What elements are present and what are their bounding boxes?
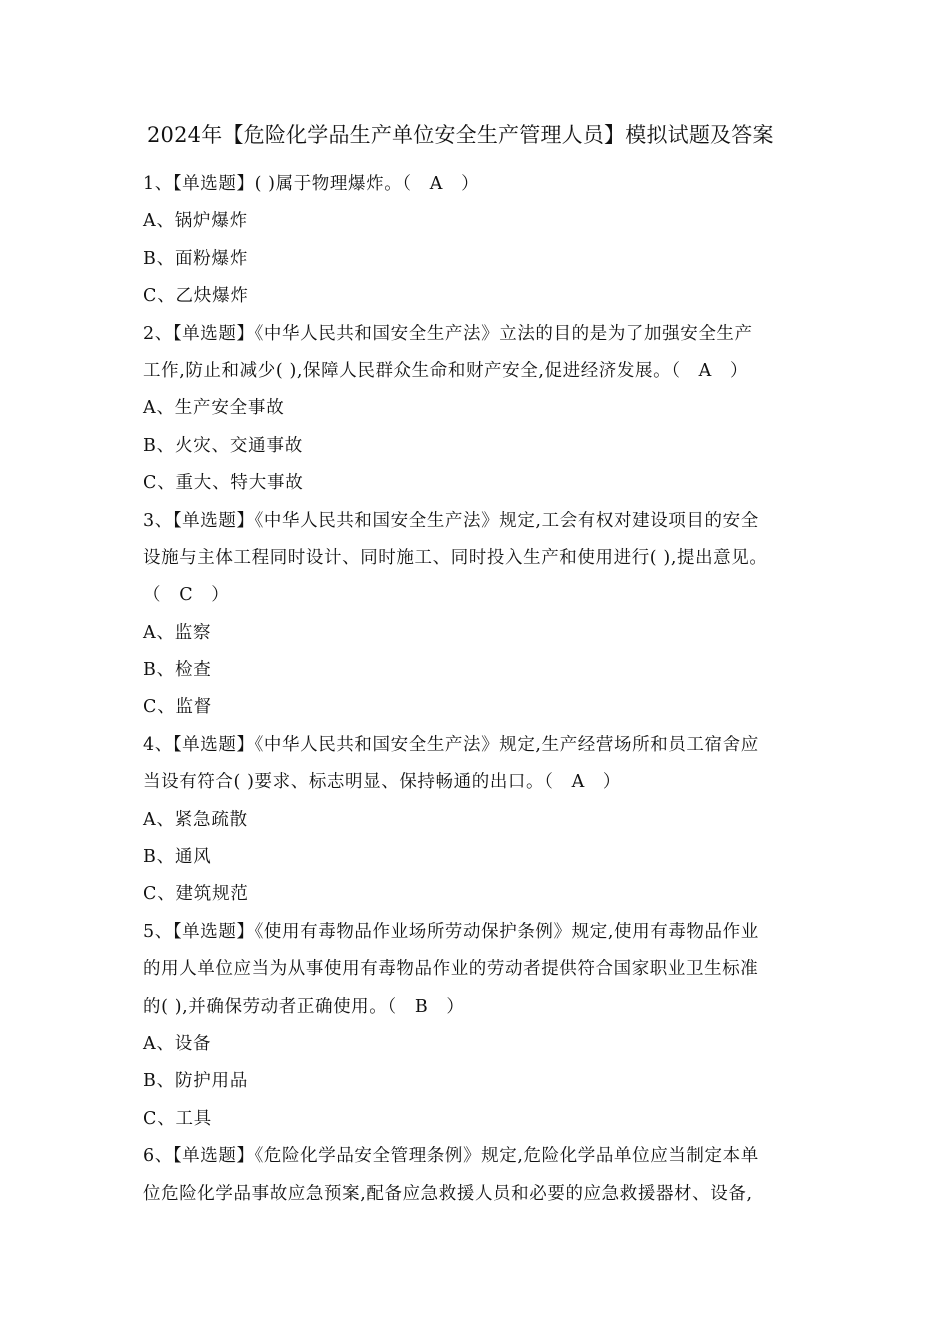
question-1-option-a: A、锅炉爆炸 <box>143 211 248 232</box>
document-page <box>143 118 809 1213</box>
question-2-text-line-1: 2、【单选题】《中华人民共和国安全生产法》立法的目的是为了加强安全生产 <box>143 323 753 344</box>
question-4-option-c: C、建筑规范 <box>143 884 249 905</box>
question-1-option-b: B、面粉爆炸 <box>143 248 249 269</box>
question-6-text-line-2: 位危险化学品事故应急预案,配备应急救援人员和必要的应急救援器材、设备, <box>143 1183 753 1204</box>
question-4-option-a: A、紧急疏散 <box>143 809 248 830</box>
question-5-text-line-1: 5、【单选题】《使用有毒物品作业场所劳动保护条例》规定,使用有毒物品作业 <box>143 921 759 942</box>
question-3-text-line-2: 设施与主体工程同时设计、同时施工、同时投入生产和使用进行( ),提出意见。 <box>143 547 768 568</box>
question-4-option-b: B、通风 <box>143 847 212 868</box>
question-2-option-c: C、重大、特大事故 <box>143 473 304 494</box>
question-4 <box>143 727 809 914</box>
question-2 <box>143 316 809 503</box>
question-2-option-a: A、生产安全事故 <box>143 398 285 419</box>
question-5 <box>143 914 809 1138</box>
question-3-option-b: B、检查 <box>143 660 212 681</box>
question-3-text-line-1: 3、【单选题】《中华人民共和国安全生产法》规定,工会有权对建设项目的安全 <box>143 510 759 531</box>
question-1 <box>143 166 809 316</box>
question-4-text-line-1: 4、【单选题】《中华人民共和国安全生产法》规定,生产经营场所和员工宿舍应 <box>143 734 759 755</box>
question-5-text-line-2: 的用人单位应当为从事使用有毒物品作业的劳动者提供符合国家职业卫生标准 <box>143 959 759 980</box>
question-6-text-line-1: 6、【单选题】《危险化学品安全管理条例》规定,危险化学品单位应当制定本单 <box>143 1146 759 1167</box>
question-1-text-line-1: 1、【单选题】( )属于物理爆炸。（ A ） <box>143 174 480 194</box>
question-5-option-b: B、防护用品 <box>143 1071 249 1092</box>
question-5-option-c: C、工具 <box>143 1108 213 1129</box>
question-3 <box>143 503 809 727</box>
question-3-option-c: C、监督 <box>143 697 213 718</box>
question-2-text-line-2: 工作,防止和减少( ),保障人民群众生命和财产安全,促进经济发展。（ A ） <box>143 360 749 381</box>
question-3-option-a: A、监察 <box>143 622 212 643</box>
question-5-option-a: A、设备 <box>143 1033 212 1054</box>
question-6 <box>143 1138 809 1213</box>
question-5-text-line-3: 的( ),并确保劳动者正确使用。（ B ） <box>143 996 465 1017</box>
document-title: 2024年【危险化学品生产单位安全生产管理人员】模拟试题及答案 <box>147 123 774 147</box>
question-1-option-c: C、乙炔爆炸 <box>143 286 249 307</box>
question-4-text-line-2: 当设有符合( )要求、标志明显、保持畅通的出口。（ A ） <box>143 772 622 793</box>
question-3-text-line-3: （ C ） <box>143 585 230 606</box>
question-2-option-b: B、火灾、交通事故 <box>143 435 304 456</box>
